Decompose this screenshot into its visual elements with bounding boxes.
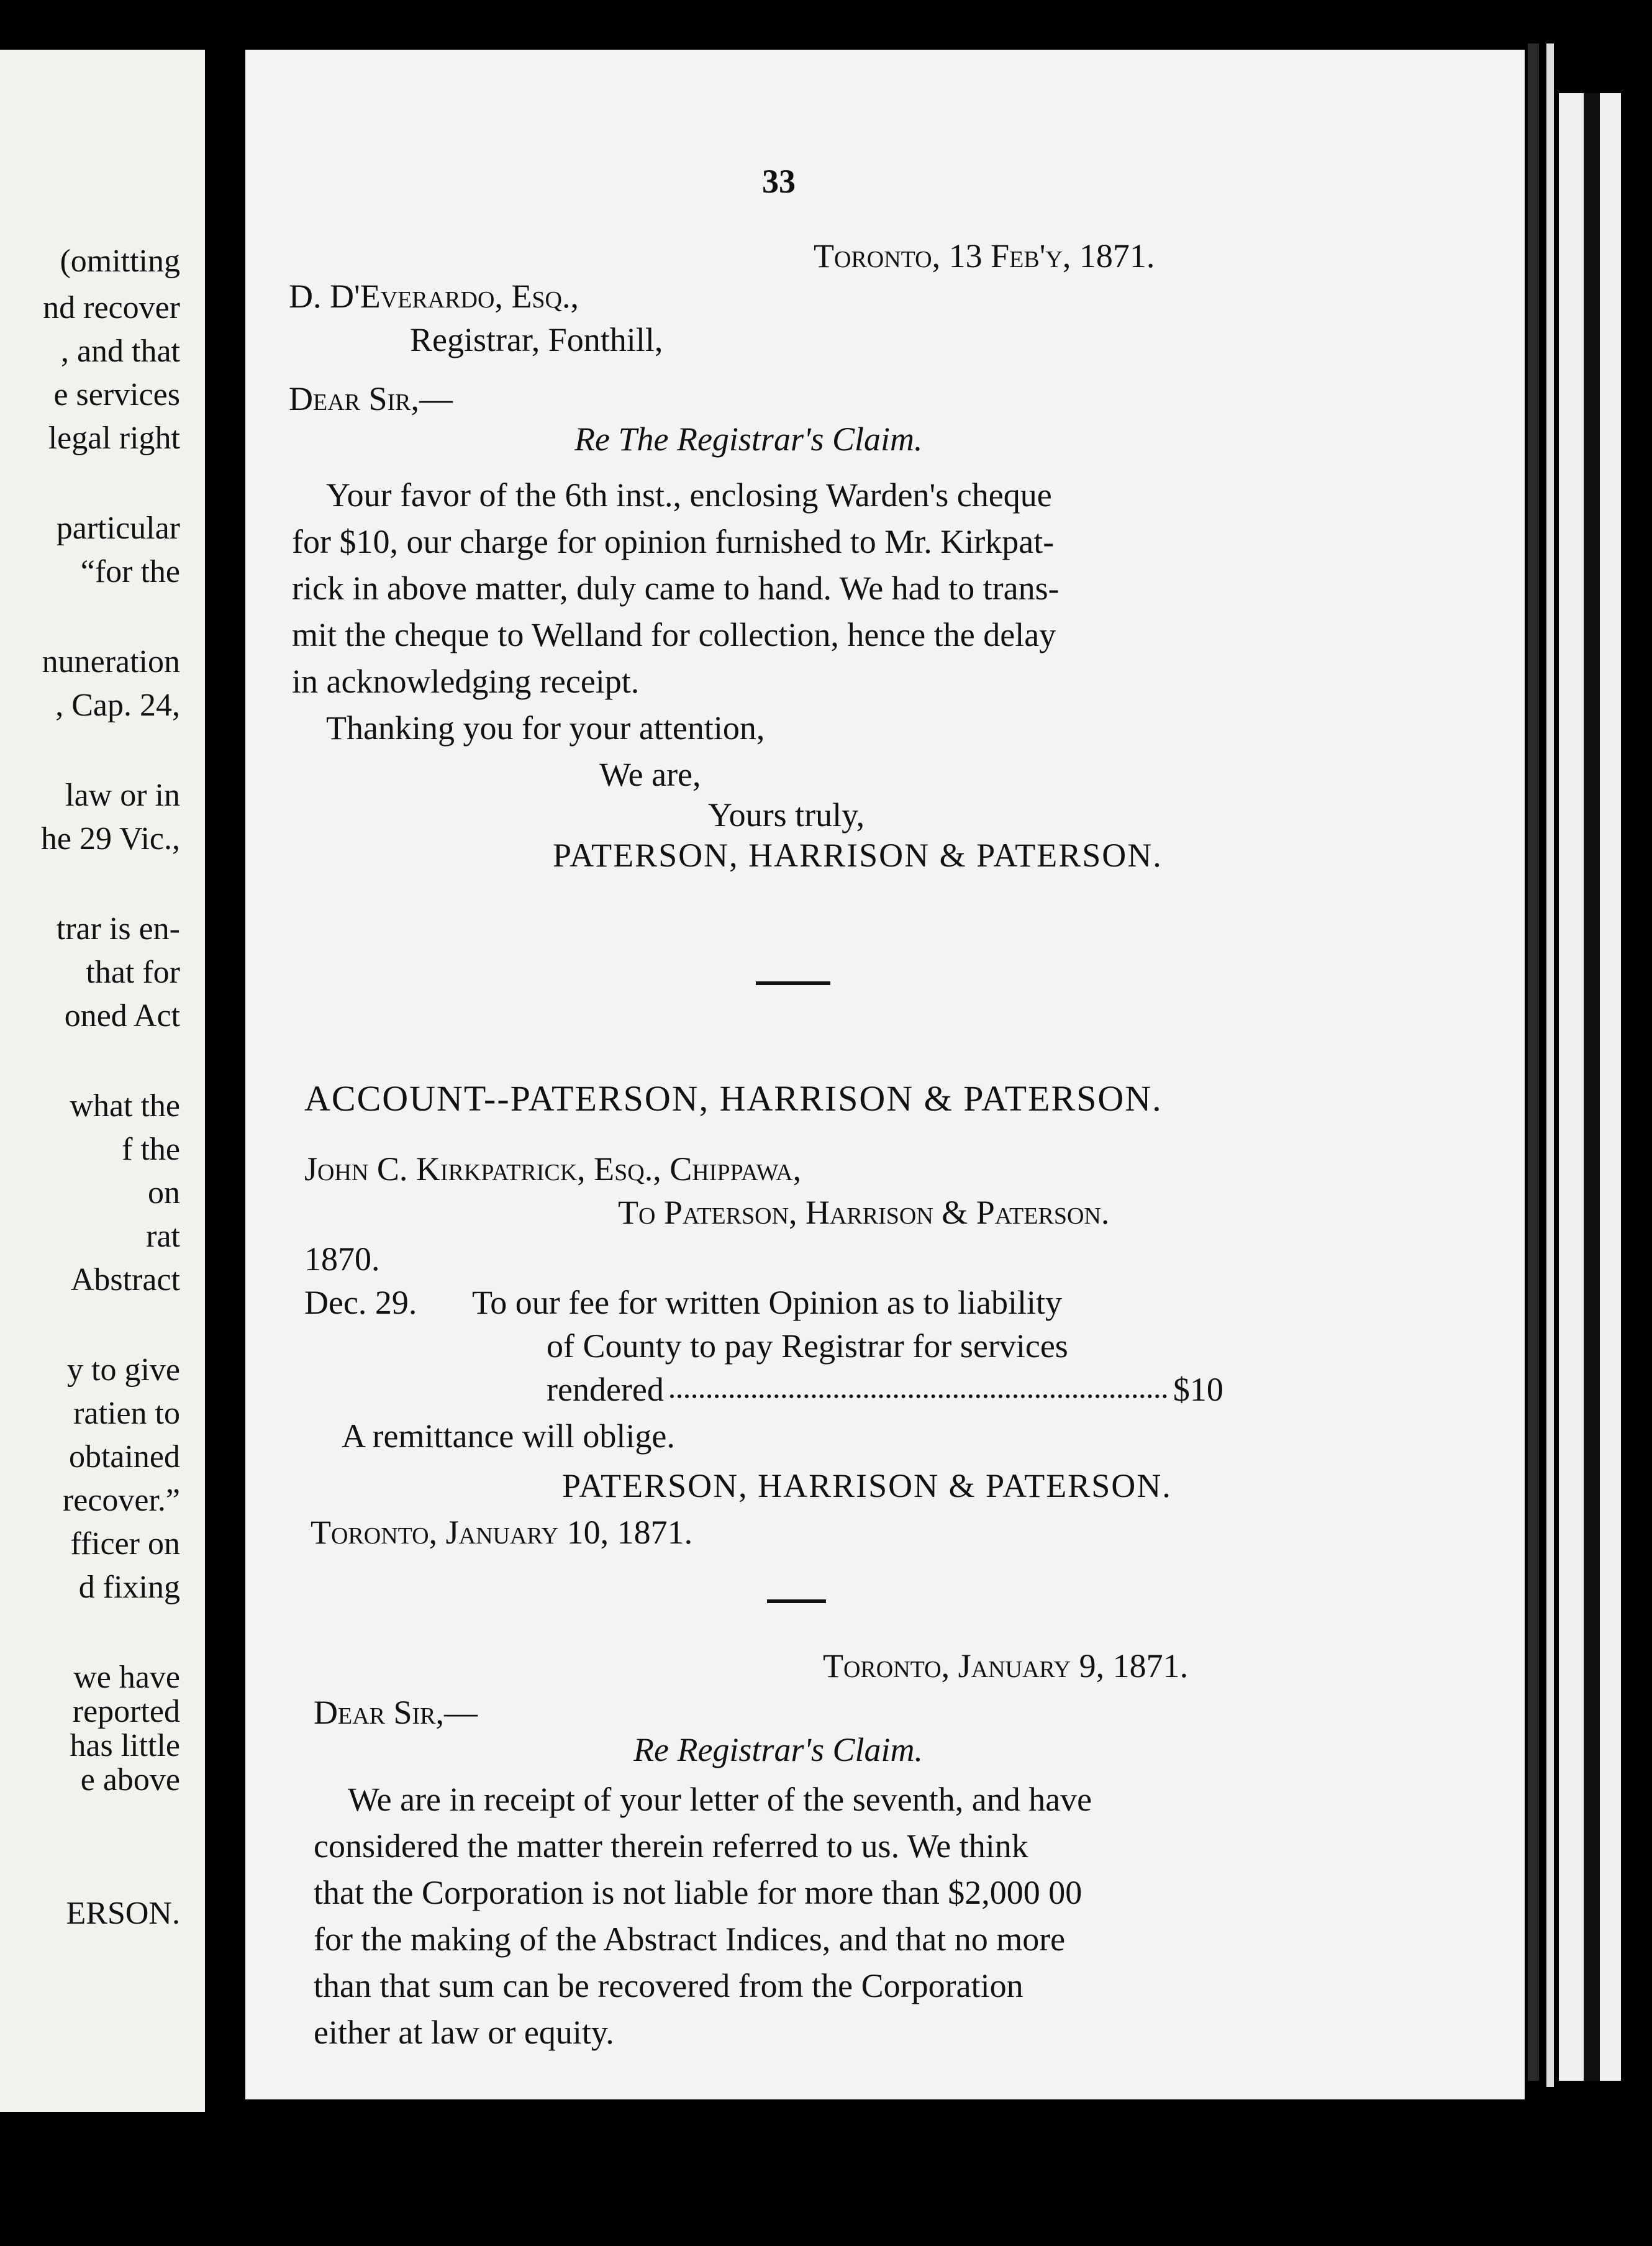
account-year: 1870. <box>304 1240 380 1278</box>
letter1-closing: Yours truly, <box>708 796 865 834</box>
account-client: John C. Kirkpatrick, Esq., Chippawa, <box>304 1150 802 1188</box>
letter1-closing: Thanking you for your attention, <box>326 709 765 747</box>
fragment-line: Abstract <box>70 1262 180 1298</box>
book-edge-bar <box>1584 93 1600 2081</box>
fragment-line: y to give <box>67 1352 180 1388</box>
letter1-closing: We are, <box>599 756 701 793</box>
fragment-line: recover.” <box>62 1483 180 1518</box>
letter2-body-line: We are in receipt of your letter of the seventh, and have <box>348 1781 1092 1818</box>
book-gutter <box>205 0 242 2246</box>
page-edge-shadow <box>1528 43 1539 2081</box>
account-amount: $10 <box>1173 1371 1223 1408</box>
letter1-signature: PATERSON, HARRISON & PATERSON. <box>553 837 1163 874</box>
fragment-line: (omitting <box>60 243 180 279</box>
account-signature: PATERSON, HARRISON & PATERSON. <box>562 1467 1172 1504</box>
fragment-line: what the <box>70 1088 180 1124</box>
letter1-body-line: rick in above matter, duly came to hand. We had to trans- <box>292 570 1060 607</box>
fragment-line: trar is en- <box>56 911 180 947</box>
fragment-line: oned Act <box>64 998 180 1034</box>
letter2-salutation: Dear Sir,— <box>314 1694 478 1731</box>
fragment-line: that for <box>86 955 180 990</box>
fragment-line: law or in <box>65 778 180 813</box>
fragment-line: rat <box>146 1219 180 1254</box>
account-entry-line: of County to pay Registrar for services <box>547 1327 1068 1365</box>
fragment-line: reported <box>72 1694 180 1729</box>
fragment-line: d fixing <box>78 1570 180 1605</box>
account-to-line: To Paterson, Harrison & Paterson. <box>618 1194 1110 1231</box>
fragment-line: ratien to <box>73 1396 180 1431</box>
fragment-line: ERSON. <box>66 1896 180 1931</box>
section-divider <box>767 1599 826 1603</box>
fragment-line: has little <box>70 1728 180 1763</box>
fragment-line: , Cap. 24, <box>55 688 180 723</box>
account-entry-line: To our fee for written Opinion as to liability <box>472 1284 1063 1321</box>
letter1-salutation: Dear Sir,— <box>289 380 453 417</box>
letter2-dateline: Toronto, January 9, 1871. <box>823 1647 1189 1684</box>
dot-leader <box>670 1394 1167 1398</box>
fragment-line: on <box>148 1175 180 1211</box>
fragment-line: nd recover <box>43 290 180 325</box>
book-page <box>245 50 1525 2099</box>
fragment-line: obtained <box>68 1439 180 1475</box>
fragment-line: nuneration <box>42 644 180 680</box>
letter2-body-line: either at law or equity. <box>314 2014 614 2051</box>
letter2-body-line: that the Corporation is not liable for more than $2,000 00 <box>314 1874 1082 1911</box>
page-edge <box>1546 43 1554 2087</box>
letter2-body-line: than that sum can be recovered from the Corporation <box>314 1967 1023 2004</box>
fragment-line: fficer on <box>70 1526 180 1562</box>
letter1-body-line: Your favor of the 6th inst., enclosing Warden's cheque <box>326 476 1052 514</box>
letter1-addressee: D. D'Everardo, Esq., <box>289 278 579 315</box>
letter2-re-line: Re Registrar's Claim. <box>633 1731 924 1768</box>
account-remittance: A remittance will oblige. <box>342 1417 675 1455</box>
section-divider <box>756 981 830 985</box>
fragment-line: e services <box>53 377 180 412</box>
letter2-body-line: considered the matter therein referred to us. We think <box>314 1827 1028 1865</box>
letter2-body-line: for the making of the Abstract Indices, and that no more <box>314 1921 1066 1958</box>
account-entry-rendered: rendered <box>547 1371 664 1408</box>
book-edge <box>1559 93 1621 2081</box>
letter1-re-line: Re The Registrar's Claim. <box>574 421 923 458</box>
letter1-body-line: mit the cheque to Welland for collection, hence the delay <box>292 616 1056 653</box>
fragment-line: e above <box>80 1762 180 1798</box>
account-entry-line-rendered <box>547 1373 1223 1406</box>
account-entry-date: Dec. 29. <box>304 1284 417 1321</box>
letter1-body-line: for $10, our charge for opinion furnished to Mr. Kirkpat- <box>292 523 1055 560</box>
account-heading: ACCOUNT--PATERSON, HARRISON & PATERSON. <box>304 1078 1163 1119</box>
fragment-line: he 29 Vic., <box>40 821 180 857</box>
facing-page-fragment <box>0 50 205 2112</box>
fragment-line: we have <box>73 1660 180 1695</box>
fragment-line: “for the <box>80 554 180 589</box>
page-number: 33 <box>762 163 796 200</box>
letter1-dateline: Toronto, 13 Feb'y, 1871. <box>814 237 1155 275</box>
fragment-line: legal right <box>48 421 180 456</box>
fragment-line: , and that <box>60 334 180 369</box>
letter1-body-line: in acknowledging receipt. <box>292 663 640 700</box>
account-dated: Toronto, January 10, 1871. <box>311 1514 693 1551</box>
letter1-addressee-title: Registrar, Fonthill, <box>410 321 663 358</box>
fragment-line: particular <box>56 511 180 546</box>
fragment-line: f the <box>122 1132 180 1167</box>
